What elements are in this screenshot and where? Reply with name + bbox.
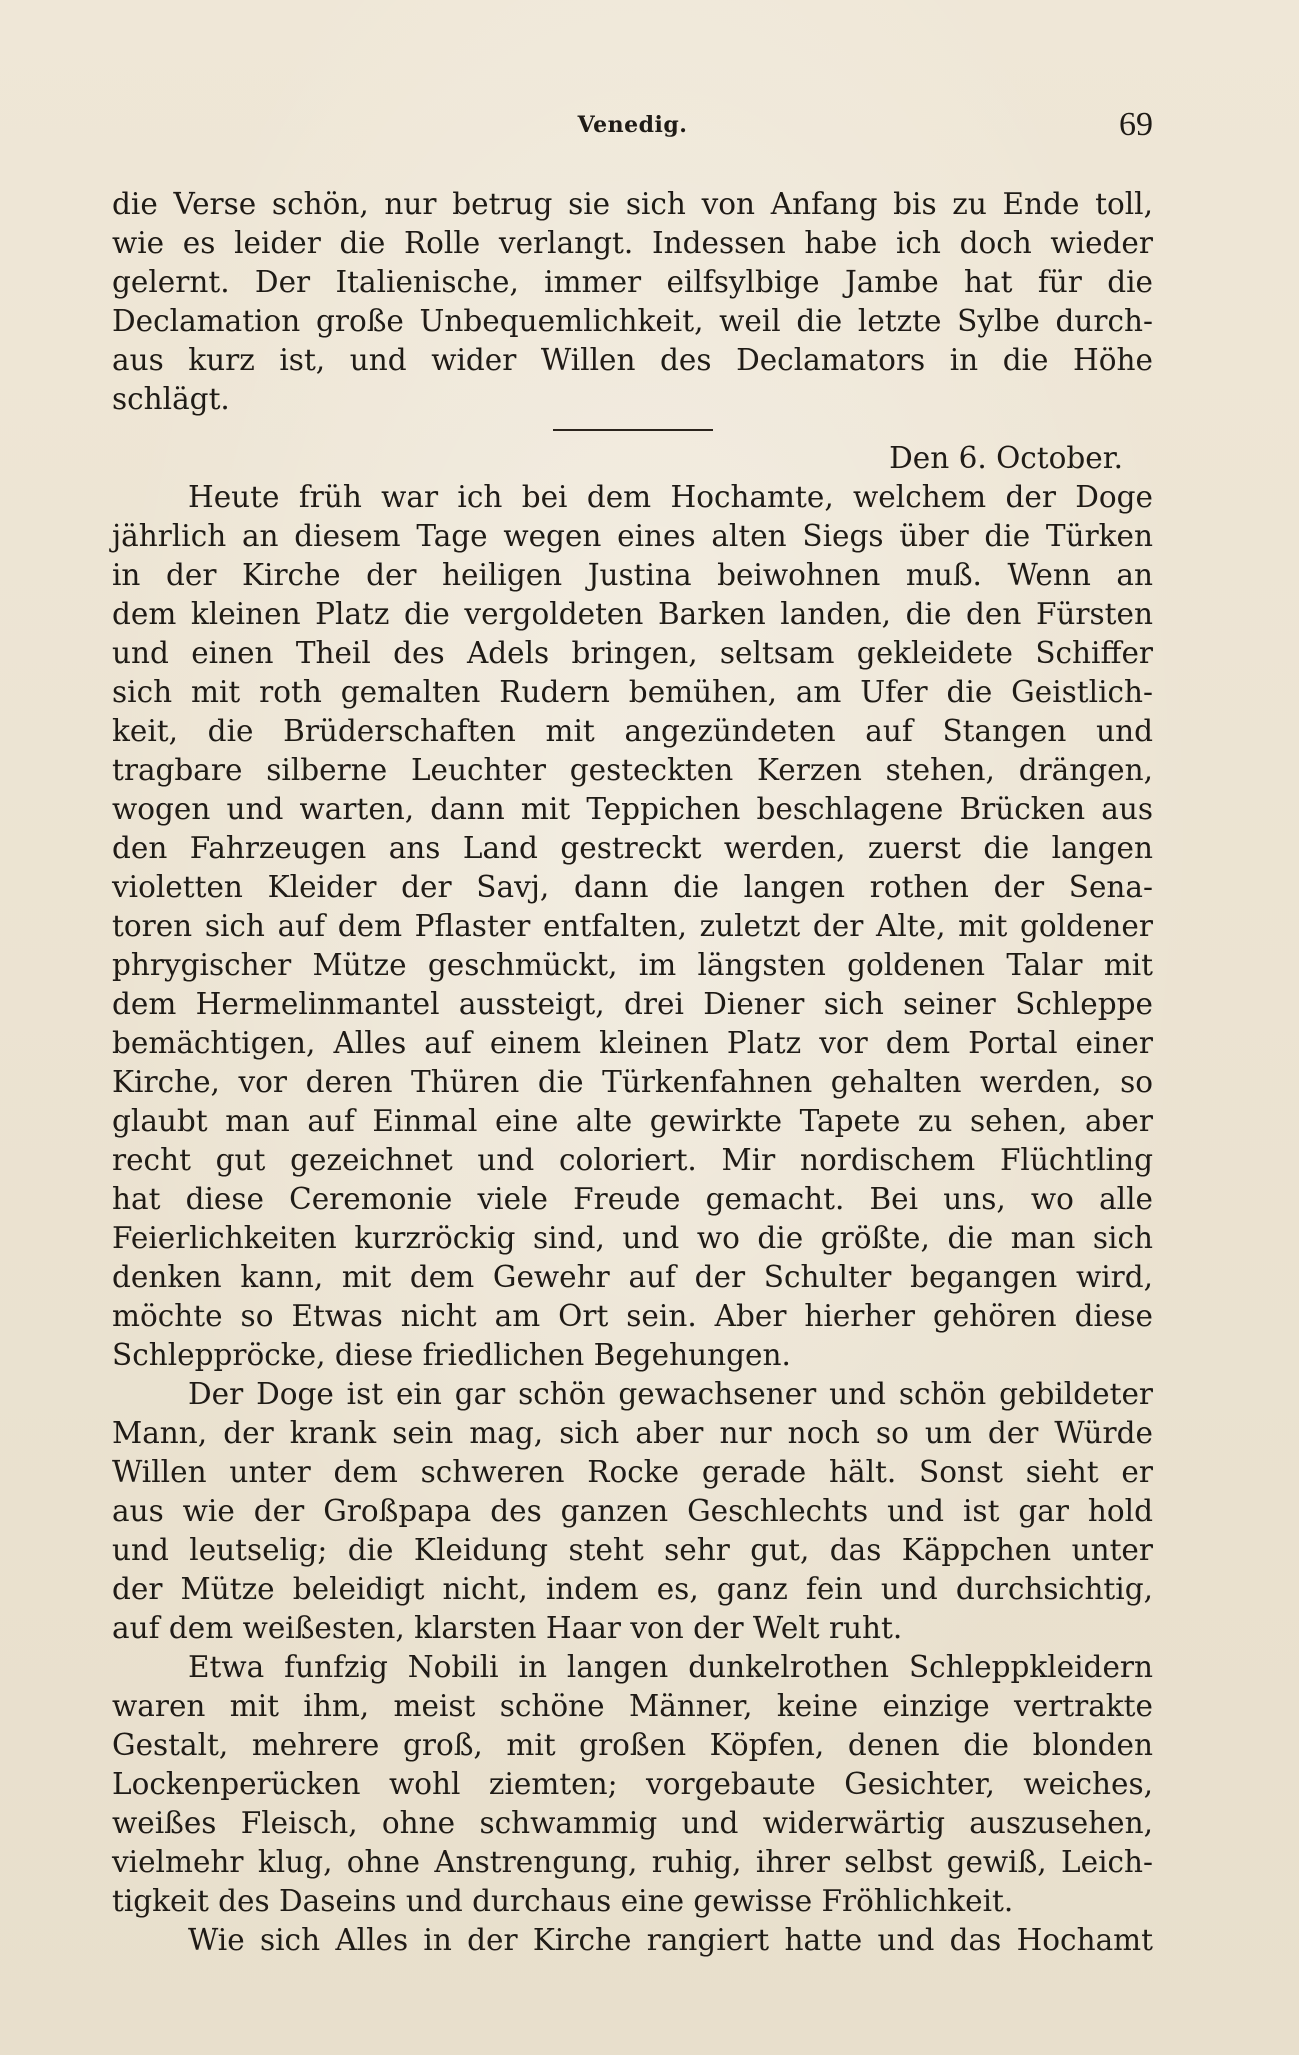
text-line: möchte so Etwas nicht am Ort sein. Aber hierher gehören diese — [112, 1299, 1153, 1333]
text-line: weißes Fleisch, ohne schwammig und widerwärtig auszusehen, — [112, 1806, 1153, 1840]
text-line: tigkeit des Daseins und durchaus eine gewisse Fröhlichkeit. — [112, 1884, 1014, 1918]
text-line: Heute früh war ich bei dem Hochamte, welchem der Doge — [188, 480, 1153, 514]
text-line: Mann, der krank sein mag, sich aber nur noch so um der Würde — [112, 1416, 1153, 1450]
text-line: waren mit ihm, meist schöne Männer, keine einzige vertrakte — [112, 1689, 1153, 1723]
text-line: dem kleinen Platz die vergoldeten Barken landen, die den Fürsten — [112, 597, 1153, 631]
text-line: wogen und warten, dann mit Teppichen beschlagene Brücken aus — [112, 792, 1153, 826]
text-line: Wie sich Alles in der Kirche rangiert hatte und das Hochamt — [188, 1923, 1153, 1957]
text-line: phrygischer Mütze geschmückt, im längsten goldenen Talar mit — [112, 948, 1153, 982]
text-line: aus kurz ist, und wider Willen des Declamators in die Höhe — [112, 343, 1153, 377]
text-line: Der Doge ist ein gar schön gewachsener und schön gebildeter — [188, 1377, 1153, 1411]
text-line: Etwa funfzig Nobili in langen dunkelrothen Schleppkleidern — [188, 1650, 1153, 1684]
text-line: recht gut gezeichnet und coloriert. Mir nordischem Flüchtling — [112, 1143, 1153, 1177]
text-line: denken kann, mit dem Gewehr auf der Schulter begangen wird, — [112, 1260, 1153, 1294]
text-line: Gestalt, mehrere groß, mit großen Köpfen, denen die blonden — [112, 1728, 1153, 1762]
text-line: dem Hermelinmantel aussteigt, drei Diener sich seiner Schleppe — [112, 987, 1153, 1021]
text-line: bemächtigen, Alles auf einem kleinen Platz vor dem Portal einer — [112, 1026, 1153, 1060]
page-header — [112, 100, 1153, 160]
text-line: toren sich auf dem Pflaster entfalten, zuletzt der Alte, mit goldener — [112, 909, 1153, 943]
text-line: gelernt. Der Italienische, immer eilfsylbige Jambe hat für die — [112, 265, 1153, 299]
text-line: tragbare silberne Leuchter gesteckten Kerzen stehen, drängen, — [112, 753, 1153, 787]
text-line: Kirche, vor deren Thüren die Türkenfahnen gehalten werden, so — [112, 1065, 1153, 1099]
text-line: und einen Theil des Adels bringen, seltsam gekleidete Schiffer — [112, 636, 1153, 670]
running-head: Venedig. — [577, 112, 688, 138]
text-line: Declamation große Unbequemlichkeit, weil die letzte Sylbe durch- — [112, 304, 1153, 338]
body-text — [112, 185, 1153, 1960]
text-line: violetten Kleider der Savj, dann die langen rothen der Sena- — [112, 870, 1153, 904]
text-line: jährlich an diesem Tage wegen eines alten Siegs über die Türken — [112, 519, 1153, 553]
text-line: in der Kirche der heiligen Justina beiwohnen muß. Wenn an — [112, 558, 1153, 592]
text-line: Lockenperücken wohl ziemten; vorgebaute Gesichter, weiches, — [112, 1767, 1153, 1801]
text-line: vielmehr klug, ohne Anstrengung, ruhig, ihrer selbst gewiß, Leich- — [112, 1845, 1153, 1879]
text-line: glaubt man auf Einmal eine alte gewirkte Tapete zu sehen, aber — [112, 1104, 1153, 1138]
text-line: und leutselig; die Kleidung steht sehr gut, das Käppchen unter — [112, 1533, 1153, 1567]
text-line: schlägt. — [112, 382, 230, 416]
text-line: Willen unter dem schweren Rocke gerade hält. Sonst sieht er — [112, 1455, 1153, 1489]
text-line: hat diese Ceremonie viele Freude gemacht. Bei uns, wo alle — [112, 1182, 1153, 1216]
text-line: Schleppröcke, diese friedlichen Begehungen. — [112, 1338, 791, 1372]
text-line: auf dem weißesten, klarsten Haar von der Welt ruht. — [112, 1611, 903, 1645]
text-line: der Mütze beleidigt nicht, indem es, ganz fein und durchsichtig, — [112, 1572, 1153, 1606]
text-line: aus wie der Großpapa des ganzen Geschlechts und ist gar hold — [112, 1494, 1153, 1528]
section-date: Den 6. October. — [889, 441, 1123, 475]
text-line: keit, die Brüderschaften mit angezündeten auf Stangen und — [112, 714, 1153, 748]
text-line: die Verse schön, nur betrug sie sich von Anfang bis zu Ende toll, — [112, 187, 1153, 221]
section-separator — [553, 429, 713, 431]
text-line: den Fahrzeugen ans Land gestreckt werden, zuerst die langen — [112, 831, 1153, 865]
text-line: sich mit roth gemalten Rudern bemühen, am Ufer die Geistlich- — [112, 675, 1153, 709]
page-number: 69 — [1119, 106, 1153, 143]
text-line: wie es leider die Rolle verlangt. Indessen habe ich doch wieder — [112, 226, 1153, 260]
text-line: Feierlichkeiten kurzröckig sind, und wo die größte, die man sich — [112, 1221, 1153, 1255]
